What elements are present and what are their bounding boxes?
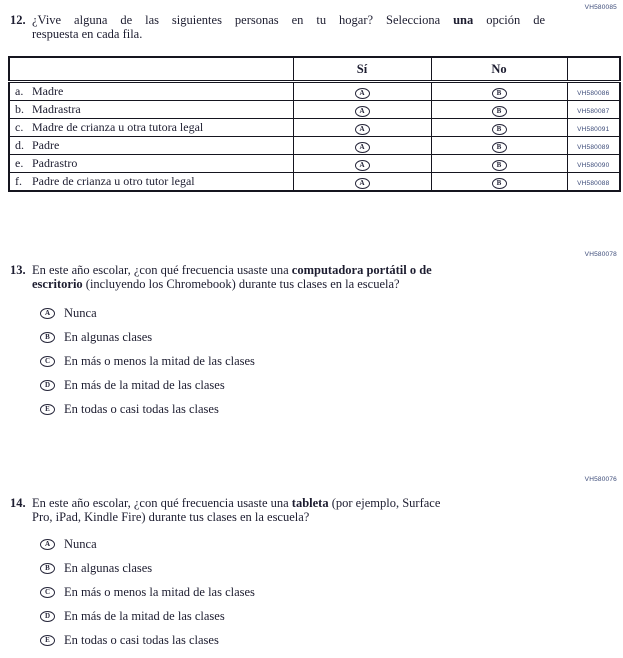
option-row	[40, 610, 255, 623]
table-row	[9, 101, 620, 119]
option-row	[40, 331, 255, 344]
question-text-segment: opción de	[473, 13, 546, 27]
radio-bubble-yes[interactable]: A	[355, 124, 370, 135]
row-letter: d.	[15, 138, 24, 152]
radio-bubble-option[interactable]: A	[40, 308, 55, 319]
question-number: 14.	[10, 496, 26, 510]
option-row	[40, 379, 255, 392]
radio-bubble-yes[interactable]: A	[355, 106, 370, 117]
option-label: En algunas clases	[64, 330, 153, 344]
question-line-1	[32, 496, 562, 510]
radio-bubble-yes[interactable]: A	[355, 142, 370, 153]
radio-bubble-option[interactable]: A	[40, 539, 55, 550]
table-row	[9, 119, 620, 137]
question-code-q12: VH580085	[584, 4, 617, 11]
question-text-segment: En este año escolar, ¿con qué frecuencia usaste una	[32, 496, 292, 510]
option-row	[40, 586, 255, 599]
q14-options	[40, 538, 255, 658]
question-line-2: Pro, iPad, Kindle Fire) durante tus clases en la escuela?	[32, 510, 310, 524]
option-label: Nunca	[64, 306, 97, 320]
option-row	[40, 538, 255, 551]
question-number: 12.	[10, 13, 26, 27]
row-label: Padre	[32, 138, 60, 152]
row-label: Padrastro	[32, 156, 78, 170]
row-letter: c.	[15, 120, 24, 134]
radio-bubble-yes[interactable]: A	[355, 178, 370, 189]
q13-options	[40, 307, 255, 427]
table-row	[9, 173, 620, 192]
row-code: VH580087	[577, 108, 610, 115]
option-label: En todas o casi todas las clases	[64, 633, 219, 647]
option-label: En todas o casi todas las clases	[64, 402, 219, 416]
question-text	[32, 496, 562, 524]
question-code-q14: VH580076	[584, 476, 617, 483]
option-label: En algunas clases	[64, 561, 153, 575]
radio-bubble-option[interactable]: B	[40, 563, 55, 574]
radio-bubble-option[interactable]: E	[40, 404, 55, 415]
table-header-row	[9, 57, 620, 82]
radio-bubble-no[interactable]: B	[492, 142, 507, 153]
question-text	[32, 263, 562, 291]
option-row	[40, 403, 255, 416]
question-text-bold: una	[453, 13, 474, 27]
table-header-yes: Sí	[293, 57, 431, 82]
question-number: 13.	[10, 263, 26, 277]
question-text-bold: tableta	[291, 496, 329, 510]
radio-bubble-option[interactable]: D	[40, 380, 55, 391]
radio-bubble-option[interactable]: C	[40, 587, 55, 598]
option-label: En más de la mitad de las clases	[64, 609, 225, 623]
table-row	[9, 82, 620, 101]
radio-bubble-no[interactable]: B	[492, 178, 507, 189]
radio-bubble-option[interactable]: C	[40, 356, 55, 367]
option-row	[40, 355, 255, 368]
question-12	[10, 13, 545, 41]
radio-bubble-no[interactable]: B	[492, 88, 507, 99]
row-code: VH580089	[577, 144, 610, 151]
row-code: VH580091	[577, 126, 610, 133]
radio-bubble-no[interactable]: B	[492, 160, 507, 171]
row-letter: a.	[15, 84, 24, 98]
option-row	[40, 634, 255, 647]
option-label: Nunca	[64, 537, 97, 551]
option-row	[40, 307, 255, 320]
question-code-q13: VH580078	[584, 251, 617, 258]
question-text-segment: ¿Vive alguna de las siguientes personas en tu hogar? Selecciona	[32, 13, 454, 27]
question-line-2: respuesta en cada fila.	[32, 27, 143, 41]
q12-answer-table	[8, 56, 621, 192]
question-text-bold: computadora portátil o de	[291, 263, 432, 277]
radio-bubble-option[interactable]: D	[40, 611, 55, 622]
row-label: Padre de crianza u otro tutor legal	[32, 174, 195, 188]
question-line-2	[32, 277, 562, 291]
row-code: VH580088	[577, 180, 610, 187]
question-text	[32, 13, 545, 41]
row-label: Madre de crianza u otra tutora legal	[32, 120, 204, 134]
radio-bubble-no[interactable]: B	[492, 106, 507, 117]
row-code: VH580090	[577, 162, 610, 169]
table-row	[9, 155, 620, 173]
row-label: Madre	[32, 84, 64, 98]
question-14	[10, 496, 562, 524]
row-label: Madrastra	[32, 102, 81, 116]
option-label: En más o menos la mitad de las clases	[64, 585, 255, 599]
table-header-code-empty	[567, 57, 620, 82]
question-text-bold: escritorio	[32, 277, 83, 291]
question-text-segment: En este año escolar, ¿con qué frecuencia usaste una	[32, 263, 292, 277]
radio-bubble-yes[interactable]: A	[355, 88, 370, 99]
radio-bubble-option[interactable]: E	[40, 635, 55, 646]
row-letter: e.	[15, 156, 24, 170]
table-header-no: No	[431, 57, 567, 82]
radio-bubble-option[interactable]: B	[40, 332, 55, 343]
question-line-1	[32, 13, 545, 27]
row-letter: b.	[15, 102, 24, 116]
radio-bubble-yes[interactable]: A	[355, 160, 370, 171]
option-label: En más de la mitad de las clases	[64, 378, 225, 392]
question-line-1	[32, 263, 562, 277]
table-header-empty	[9, 57, 293, 82]
question-text-segment: (incluyendo los Chromebook) durante tus clases en la escuela?	[82, 277, 400, 291]
table-row	[9, 137, 620, 155]
row-code: VH580086	[577, 90, 610, 97]
option-label: En más o menos la mitad de las clases	[64, 354, 255, 368]
question-13	[10, 263, 562, 291]
question-text-segment: (por ejemplo, Surface	[328, 496, 441, 510]
radio-bubble-no[interactable]: B	[492, 124, 507, 135]
row-letter: f.	[15, 174, 22, 188]
option-row	[40, 562, 255, 575]
